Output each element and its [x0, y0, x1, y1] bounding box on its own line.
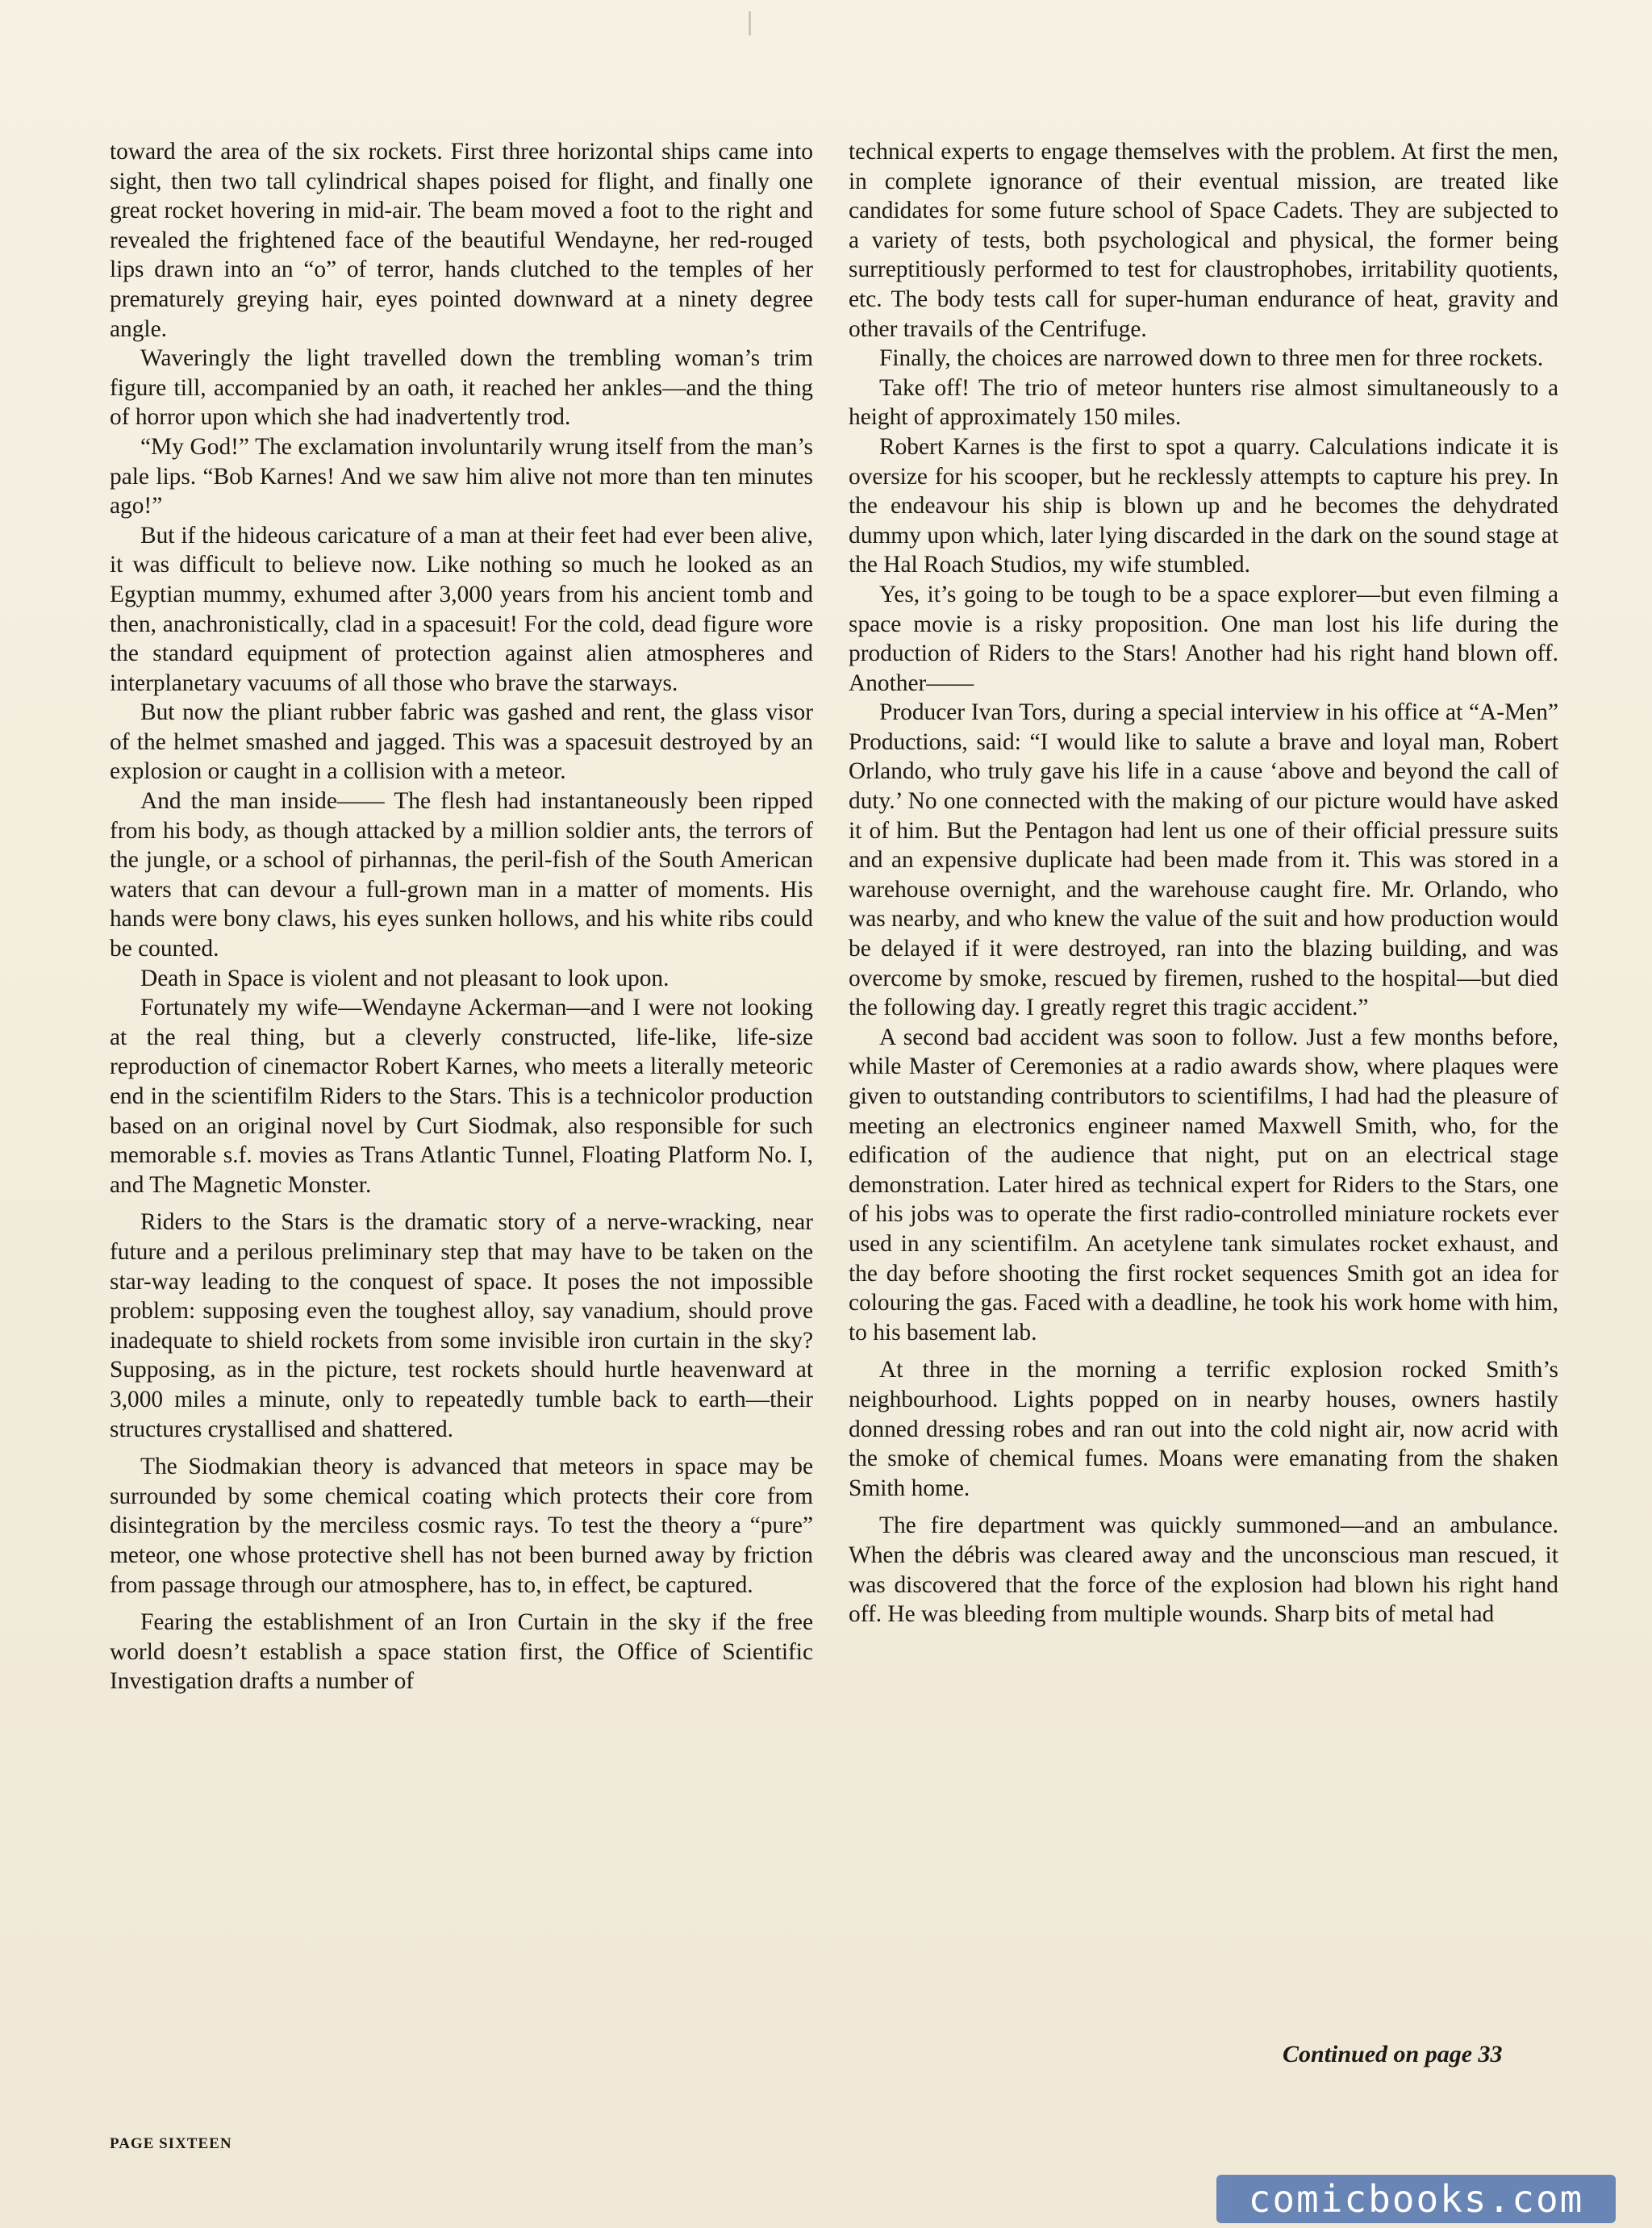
paragraph: Riders to the Stars is the dramatic story of a nerve-wracking, near future and a perilous preliminary step that may have to be taken on the star-way leading to the conquest of space. It poses the not impossible problem: supposing even the toughest alloy, say vanadium, should prove inadequate to shield rockets from some invisible iron curtain in the sky? Supposing, as in the picture, test rockets should hurtle heavenward at 3,000 miles a minute, only to repeatedly tumble back to earth—their structures crystallised and shattered. [110, 1209, 813, 1442]
paragraph: technical experts to engage themselves with the problem. At first the men, in complete ignorance of their eventual mission, are treated like candidates for some future school of Space Cadets. They are subjected to a variety of tests, both psychological and physical, the former being surreptitiously performed to test for claustrophobes, irritability quotients, etc. The body tests call for super-human endurance of heat, gravity and other travails of the Centrifuge. [849, 139, 1558, 342]
paragraph: Robert Karnes is the first to spot a quarry. Calculations indicate it is oversize for his scooper, but he recklessly attempts to capture his prey. In the endeavour his ship is blown up and he becomes the dehydrated dummy upon which, later lying discarded in the dark on the sound stage at the Hal Roach Studios, my wife stumbled. [849, 433, 1558, 578]
paragraph: Finally, the choices are narrowed down to three men for three rockets. [879, 345, 1544, 372]
paragraph: Fortunately my wife—Wendayne Ackerman—and I were not looking at the real thing, but a cleverly constructed, life-like, life-size reproduction of cinemactor Robert Karnes, who meets a literally meteoric end in the scientifilm Riders to the Stars. This is a technicolor production based on an original novel by Curt Siodmak, also responsible for such memorable s.f. movies as Trans Atlantic Tunnel, Floating Platform No. I, and The Magnetic Monster. [110, 995, 813, 1198]
paragraph: The fire department was quickly summoned—and an ambulance. When the débris was cleared away and the unconscious man rescued, it was discovered that the force of the explosion had blown his right hand off. He was bleeding from multiple wounds. Sharp bits of metal had [849, 1512, 1558, 1628]
paragraph: “My God!” The exclamation involuntarily wrung itself from the man’s pale lips. “Bob Karnes! And we saw him alive not more than ten minutes ago!” [110, 433, 813, 519]
paragraph: Producer Ivan Tors, during a special interview in his office at “A-Men” Productions, said: “I would like to salute a brave and loyal man, Robert Orlando, who truly gave his life in a cause ‘above and beyond the call of duty.’ No one connected with the making of our picture would have asked it of him. But the Pentagon had lent us one of their official pressure suits and an expensive duplicate had been made from it. This was stored in a warehouse overnight, and the warehouse caught fire. Mr. Orlando, who was nearby, and who knew the value of the suit and how production would be delayed if it were destroyed, ran into the blazing building, and was overcome by smoke, rescued by firemen, rushed to the hospital—but died the following day. I greatly regret this tragic accident.” [849, 699, 1558, 1021]
paragraph: At three in the morning a terrific explosion rocked Smith’s neighbourhood. Lights popped on in nearby houses, owners hastily donned dressing robes and ran out into the cold night air, now acrid with the smoke of chemical fumes. Moans were emanating from the shaken Smith home. [849, 1357, 1558, 1501]
paragraph: Yes, it’s going to be tough to be a space explorer—but even filming a space movie is a risky proposition. One man lost his life during the production of Riders to the Stars! Another had his right hand blown off. Another—— [849, 581, 1558, 696]
paragraph: toward the area of the six rockets. First three horizontal ships came into sight, then two tall cylindrical shapes poised for flight, and finally one great rocket hovering in mid-air. The beam moved a foot to the right and revealed the frightened face of the beautiful Wendayne, her red-rouged lips drawn into an “o” of terror, hands clutched to the temples of her prematurely greying hair, eyes pointed downward at a ninety degree angle. [110, 139, 813, 342]
paragraph: The Siodmakian theory is advanced that meteors in space may be surrounded by some chemical coating which protects their core from disintegration by the merciless cosmic rays. To test the theory a “pure” meteor, one whose protective shell has not been burned away by friction from passage through our atmosphere, has to, in effect, be captured. [110, 1454, 813, 1598]
paragraph: Death in Space is violent and not pleasant to look upon. [140, 965, 670, 991]
paragraph: And the man inside—— The flesh had instantaneously been ripped from his body, as though attacked by a million soldier ants, the terrors of the jungle, or a school of pirhannas, the peril-fish of the South American waters that can devour a full-grown man in a matter of moments. His hands were bony claws, his eyes sunken hollows, and his white ribs could be counted. [110, 788, 813, 962]
paragraph: Fearing the establishment of an Iron Curtain in the sky if the free world doesn’t establish a space station first, the Office of Scientific Investigation drafts a number of [110, 1609, 813, 1695]
paragraph: Waveringly the light travelled down the trembling woman’s trim figure till, accompanied by an oath, it reached her ankles—and the thing of horror upon which she had inadvertently trod. [110, 345, 813, 431]
page-folio: PAGE SIXTEEN [110, 2135, 232, 2152]
paragraph: But if the hideous caricature of a man at their feet had ever been alive, it was difficult to believe now. Like nothing so much he looked as an Egyptian mummy, exhumed after 3,000 years from his ancient tomb and then, anachronistically, clad in a spacesuit! For the cold, dead figure wore the standard equipment of protection against alien atmospheres and interplanetary vacuums of all those who brave the starways. [110, 522, 813, 696]
scan-mark [749, 11, 751, 35]
paragraph: A second bad accident was soon to follow. Just a few months before, while Master of Ceremonies at a radio awards show, where plaques were given to outstanding contributors to scientifilms, I had had the pleasure of meeting an electronics engineer named Maxwell Smith, who, for the edification of the audience that night, put on an electrical stage demonstration. Later hired as technical expert for Riders to the Stars, one of his jobs was to operate the first radio-controlled miniature rockets ever used in any scientifilm. An acetylene tank simulates rocket exhaust, and the day before shooting the first rocket sequences Smith got an idea for colouring the gas. Faced with a deadline, he took his work home with him, to his basement lab. [849, 1024, 1558, 1346]
continued-note: Continued on page 33 [1283, 2041, 1503, 2067]
paragraph: But now the pliant rubber fabric was gashed and rent, the glass visor of the helmet smashed and jagged. This was a spacesuit destroyed by an explosion or caught in a collision with a meteor. [110, 699, 813, 785]
site-watermark[interactable]: comicbooks.com [1216, 2175, 1616, 2223]
paragraph: Take off! The trio of meteor hunters rise almost simultaneously to a height of approximately 150 miles. [849, 374, 1558, 431]
right-column [849, 137, 1558, 1629]
left-column [110, 137, 813, 1696]
